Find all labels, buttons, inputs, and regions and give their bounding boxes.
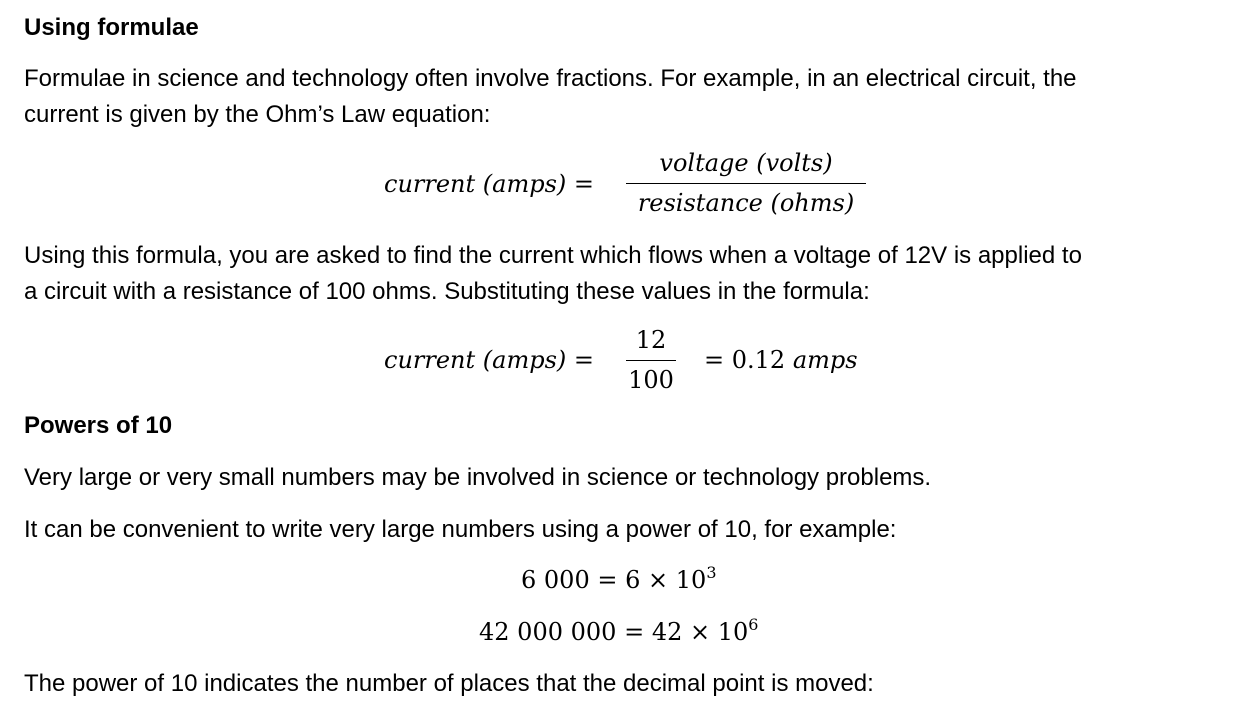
substitution-result: = 0.12 amps [704,346,858,374]
para-formulae-line-2: current is given by the Ohm’s Law equation: [24,101,491,128]
para-using-formula-line-2: a circuit with a resistance of 100 ohms. Substituting these values in the formula: [24,278,870,305]
para-using-formula-line-1: Using this formula, you are asked to find the current which flows when a voltage of 12V is applied to [24,242,1082,269]
power-of-10-example-1: 6 $000 = 6 \times 10^3$ [521,563,717,594]
para-large-small-numbers: Very large or very small numbers may be involved in science or technology problems. [24,464,932,491]
para-formulae-line-1: Formulae in science and technology often involve fractions. For example, in an electrical circuit, the [24,65,1077,92]
substitution-numerator: 12 [635,326,667,354]
fraction-bar [626,360,676,361]
fraction-bar [626,183,866,184]
substitution-fraction [626,325,676,395]
substitution-denominator: 100 [628,366,674,394]
ohms-law-denominator: resistance (ohms) [637,189,855,217]
ohms-law-lhs: current (amps) = [384,170,594,198]
para-power-of-10-example: It can be convenient to write very large numbers using a power of 10, for example: [24,516,897,543]
para-decimal-point: The power of 10 indicates the number of places that the decimal point is moved: [24,670,874,697]
ohms-law-fraction [626,148,866,218]
ohms-law-numerator: voltage (volts) [659,149,833,177]
heading-using-formulae: Using formulae [24,14,199,41]
heading-powers-of-10: Powers of 10 [24,412,173,439]
power-of-10-example-2: 42 000 $000 = 42 \times 10^6$ [479,615,759,646]
substitution-lhs: current (amps) = [384,346,594,374]
